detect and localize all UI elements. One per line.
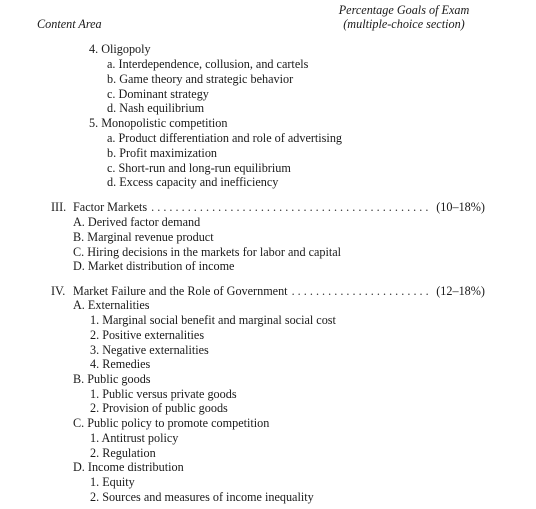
item-title: Monopolistic competition <box>101 116 228 130</box>
outline-group-public-policy: C. Public policy to promote competition <box>73 416 270 430</box>
outline-subitem: 4. Remedies <box>90 357 151 371</box>
outline-subitem: b. Profit maximization <box>107 146 218 160</box>
outline-group-public-goods: B. Public goods <box>73 372 151 386</box>
outline-subitem: D. Market distribution of income <box>73 259 235 273</box>
outline-subitem: A. Derived factor demand <box>73 215 201 229</box>
outline-subitem: 3. Negative externalities <box>90 343 209 357</box>
outline-subitem: 2. Provision of public goods <box>90 401 228 415</box>
outline-subitem: 1. Antitrust policy <box>90 431 179 445</box>
outline-subitem: c. Dominant strategy <box>107 87 209 101</box>
section-numeral: III. <box>51 200 67 214</box>
section-percentage: (12–18%) <box>436 284 485 298</box>
outline-subitem: 2. Sources and measures of income inequality <box>90 490 314 504</box>
content-area-heading: Content Area <box>37 17 102 31</box>
section-market-failure <box>51 284 485 299</box>
outline-subitem: B. Marginal revenue product <box>73 230 214 244</box>
outline-subitem: 1. Marginal social benefit and marginal social cost <box>90 313 336 327</box>
outline-subitem: b. Game theory and strategic behavior <box>107 72 294 86</box>
outline-item-oligopoly <box>89 42 151 57</box>
goals-heading-line2: (multiple-choice section) <box>343 17 465 31</box>
outline-group-income-distribution: D. Income distribution <box>73 460 184 474</box>
outline-subitem: C. Hiring decisions in the markets for labor and capital <box>73 245 342 259</box>
dot-leader <box>292 284 433 299</box>
outline-subitem: d. Nash equilibrium <box>107 101 205 115</box>
outline-group-externalities: A. Externalities <box>73 298 150 312</box>
outline-subitem: d. Excess capacity and inefficiency <box>107 175 279 189</box>
section-title: Factor Markets <box>73 200 148 214</box>
outline-subitem: 2. Positive externalities <box>90 328 205 342</box>
percentage-goals-heading <box>324 3 484 31</box>
outline-subitem: 1. Public versus private goods <box>90 387 237 401</box>
item-number: 4. <box>89 42 99 56</box>
section-factor-markets <box>51 200 485 215</box>
outline-item-monopolistic-competition <box>89 116 227 131</box>
goals-heading-line1: Percentage Goals of Exam <box>338 3 470 17</box>
outline-subitem: 2. Regulation <box>90 446 156 460</box>
section-title: Market Failure and the Role of Government <box>73 284 288 298</box>
section-numeral: IV. <box>51 284 66 298</box>
dot-leader <box>151 200 432 215</box>
item-number: 5. <box>89 116 99 130</box>
outline-subitem: c. Short-run and long-run equilibrium <box>107 161 291 175</box>
outline-subitem: a. Interdependence, collusion, and cartels <box>107 57 309 71</box>
section-percentage: (10–18%) <box>436 200 485 214</box>
outline-subitem: a. Product differentiation and role of advertising <box>107 131 343 145</box>
item-title: Oligopoly <box>101 42 151 56</box>
outline-subitem: 1. Equity <box>90 475 135 489</box>
